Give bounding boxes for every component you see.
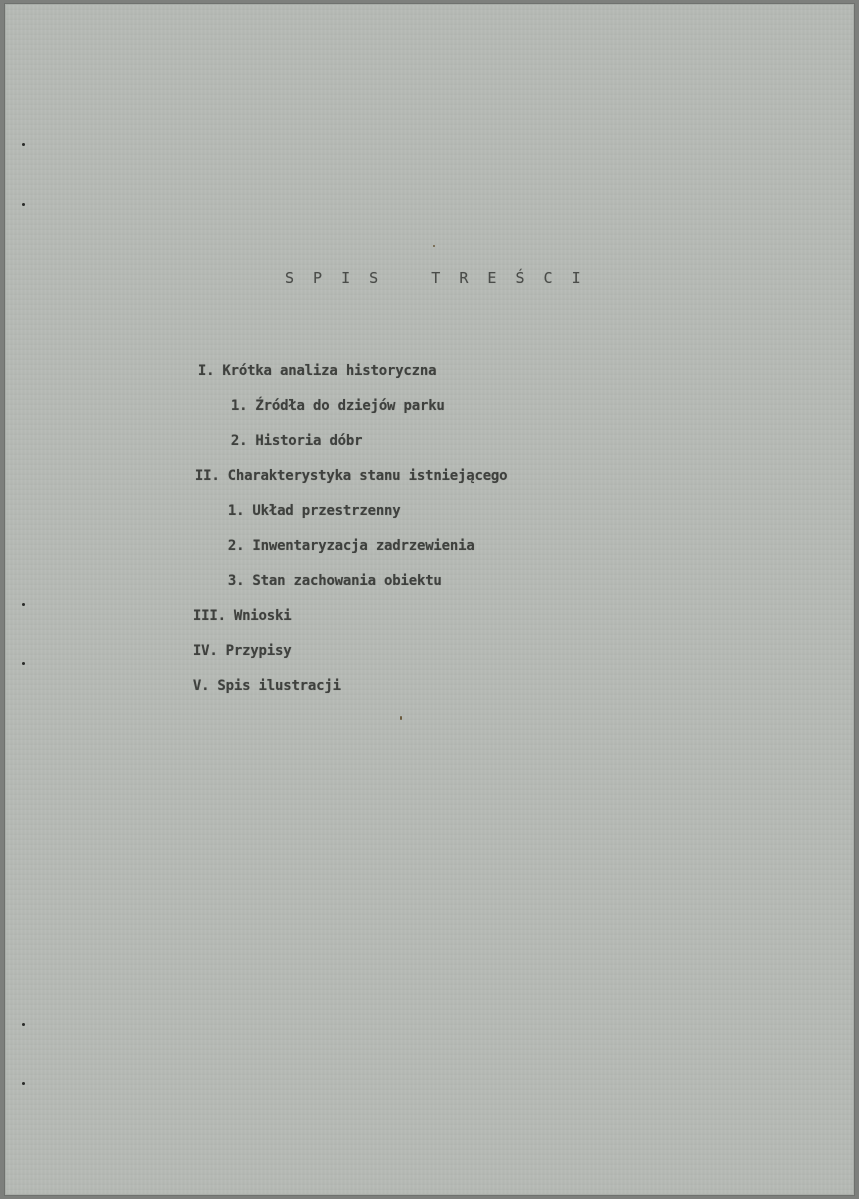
toc-entry-title: Krótka analiza historyczna — [222, 363, 437, 379]
binding-hole-mark — [22, 143, 25, 146]
toc-entry-number: 1. — [230, 398, 248, 414]
toc-entry-title: Układ przestrzenny — [252, 503, 401, 519]
toc-entry-title: Wnioski — [233, 608, 292, 624]
toc-entry-title: Źródła do dziejów parku — [255, 398, 445, 414]
toc-entry-title: Historia dóbr — [255, 433, 363, 449]
toc-entry-title: Inwentaryzacja zadrzewienia — [252, 538, 475, 554]
binding-hole-mark — [22, 1023, 25, 1026]
toc-entry-title: Przypisy — [225, 643, 292, 659]
paper-speck — [400, 716, 402, 720]
toc-entry-number: V. — [192, 678, 210, 694]
toc-entry-number: 1. — [227, 503, 245, 519]
toc-entry-number: 2. — [230, 433, 248, 449]
binding-hole-mark — [22, 603, 25, 606]
toc-entry-number: II. — [194, 468, 220, 484]
binding-hole-mark — [22, 203, 25, 206]
toc-entry-number: I. — [197, 363, 215, 379]
toc-entry-number: III. — [192, 608, 226, 624]
paper-speck — [433, 245, 435, 247]
toc-entry-title: Charakterystyka stanu istniejącego — [227, 468, 508, 484]
toc-entry-title: Spis ilustracji — [217, 678, 341, 694]
toc-entry-title: Stan zachowania obiektu — [252, 573, 442, 589]
toc-entry-number: IV. — [192, 643, 218, 659]
toc-entry-number: 2. — [227, 538, 245, 554]
toc-entry-section-5 — [160, 662, 341, 710]
toc-entry-number: 3. — [227, 573, 245, 589]
document-page — [4, 3, 855, 1196]
toc-heading: S P I S T R E Ś C I — [285, 269, 583, 287]
binding-hole-mark — [22, 662, 25, 665]
binding-hole-mark — [22, 1082, 25, 1085]
